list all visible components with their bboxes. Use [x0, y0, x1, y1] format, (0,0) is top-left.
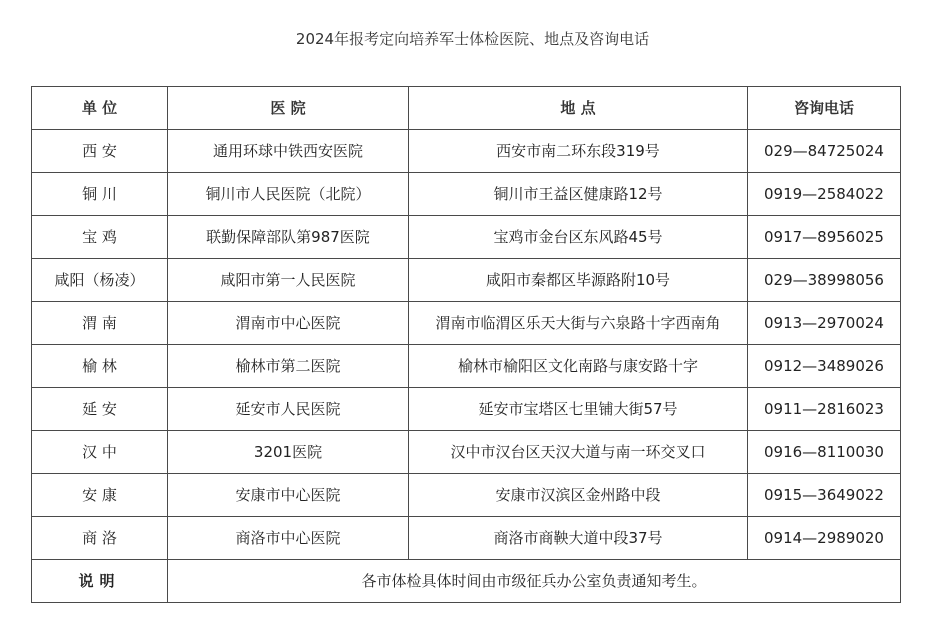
unit-cell: 安 康: [32, 474, 168, 517]
hospital-cell: 铜川市人民医院（北院）: [168, 173, 409, 216]
hospital-cell: 渭南市中心医院: [168, 302, 409, 345]
table-row: [32, 388, 901, 431]
phone-cell: 0916—8110030: [748, 431, 901, 474]
table-row: [32, 431, 901, 474]
hospital-cell: 安康市中心医院: [168, 474, 409, 517]
table-row: [32, 216, 901, 259]
phone-cell: 0911—2816023: [748, 388, 901, 431]
header-phone: 咨询电话: [748, 87, 901, 130]
hospital-cell: 延安市人民医院: [168, 388, 409, 431]
phone-cell: 0917—8956025: [748, 216, 901, 259]
address-cell: 延安市宝塔区七里铺大街57号: [409, 388, 748, 431]
note-label: 说明: [32, 560, 168, 603]
header-unit: 单 位: [32, 87, 168, 130]
hospital-table: [31, 86, 901, 603]
unit-cell: 西 安: [32, 130, 168, 173]
unit-cell: 咸阳（杨凌）: [32, 259, 168, 302]
address-cell: 西安市南二环东段319号: [409, 130, 748, 173]
hospital-cell: 联勤保障部队第987医院: [168, 216, 409, 259]
phone-cell: 0914—2989020: [748, 517, 901, 560]
hospital-cell: 3201医院: [168, 431, 409, 474]
hospital-cell: 榆林市第二医院: [168, 345, 409, 388]
table-row: [32, 130, 901, 173]
table-row: [32, 173, 901, 216]
address-cell: 汉中市汉台区天汉大道与南一环交叉口: [409, 431, 748, 474]
address-cell: 渭南市临渭区乐天大街与六泉路十字西南角: [409, 302, 748, 345]
unit-cell: 宝 鸡: [32, 216, 168, 259]
header-hospital: 医 院: [168, 87, 409, 130]
page-title: 2024年报考定向培养军士体检医院、地点及咨询电话: [295, 30, 650, 48]
phone-cell: 0913—2970024: [748, 302, 901, 345]
unit-cell: 铜 川: [32, 173, 168, 216]
address-cell: 安康市汉滨区金州路中段: [409, 474, 748, 517]
table-row: [32, 259, 901, 302]
address-cell: 榆林市榆阳区文化南路与康安路十字: [409, 345, 748, 388]
phone-cell: 0919—2584022: [748, 173, 901, 216]
unit-cell: 汉 中: [32, 431, 168, 474]
phone-cell: 0915—3649022: [748, 474, 901, 517]
phone-cell: 029—84725024: [748, 130, 901, 173]
table-row: [32, 345, 901, 388]
note-text: 各市体检具体时间由市级征兵办公室负责通知考生。: [168, 560, 901, 603]
unit-cell: 榆 林: [32, 345, 168, 388]
address-cell: 铜川市王益区健康路12号: [409, 173, 748, 216]
phone-cell: 0912—3489026: [748, 345, 901, 388]
table-row: [32, 302, 901, 345]
note-row: [32, 560, 901, 603]
table-header-row: [32, 87, 901, 130]
unit-cell: 渭 南: [32, 302, 168, 345]
hospital-cell: 通用环球中铁西安医院: [168, 130, 409, 173]
unit-cell: 商 洛: [32, 517, 168, 560]
table-row: [32, 474, 901, 517]
hospital-cell: 咸阳市第一人民医院: [168, 259, 409, 302]
address-cell: 咸阳市秦都区毕源路附10号: [409, 259, 748, 302]
hospital-cell: 商洛市中心医院: [168, 517, 409, 560]
phone-cell: 029—38998056: [748, 259, 901, 302]
header-address: 地 点: [409, 87, 748, 130]
unit-cell: 延 安: [32, 388, 168, 431]
address-cell: 商洛市商鞅大道中段37号: [409, 517, 748, 560]
table-row: [32, 517, 901, 560]
address-cell: 宝鸡市金台区东风路45号: [409, 216, 748, 259]
